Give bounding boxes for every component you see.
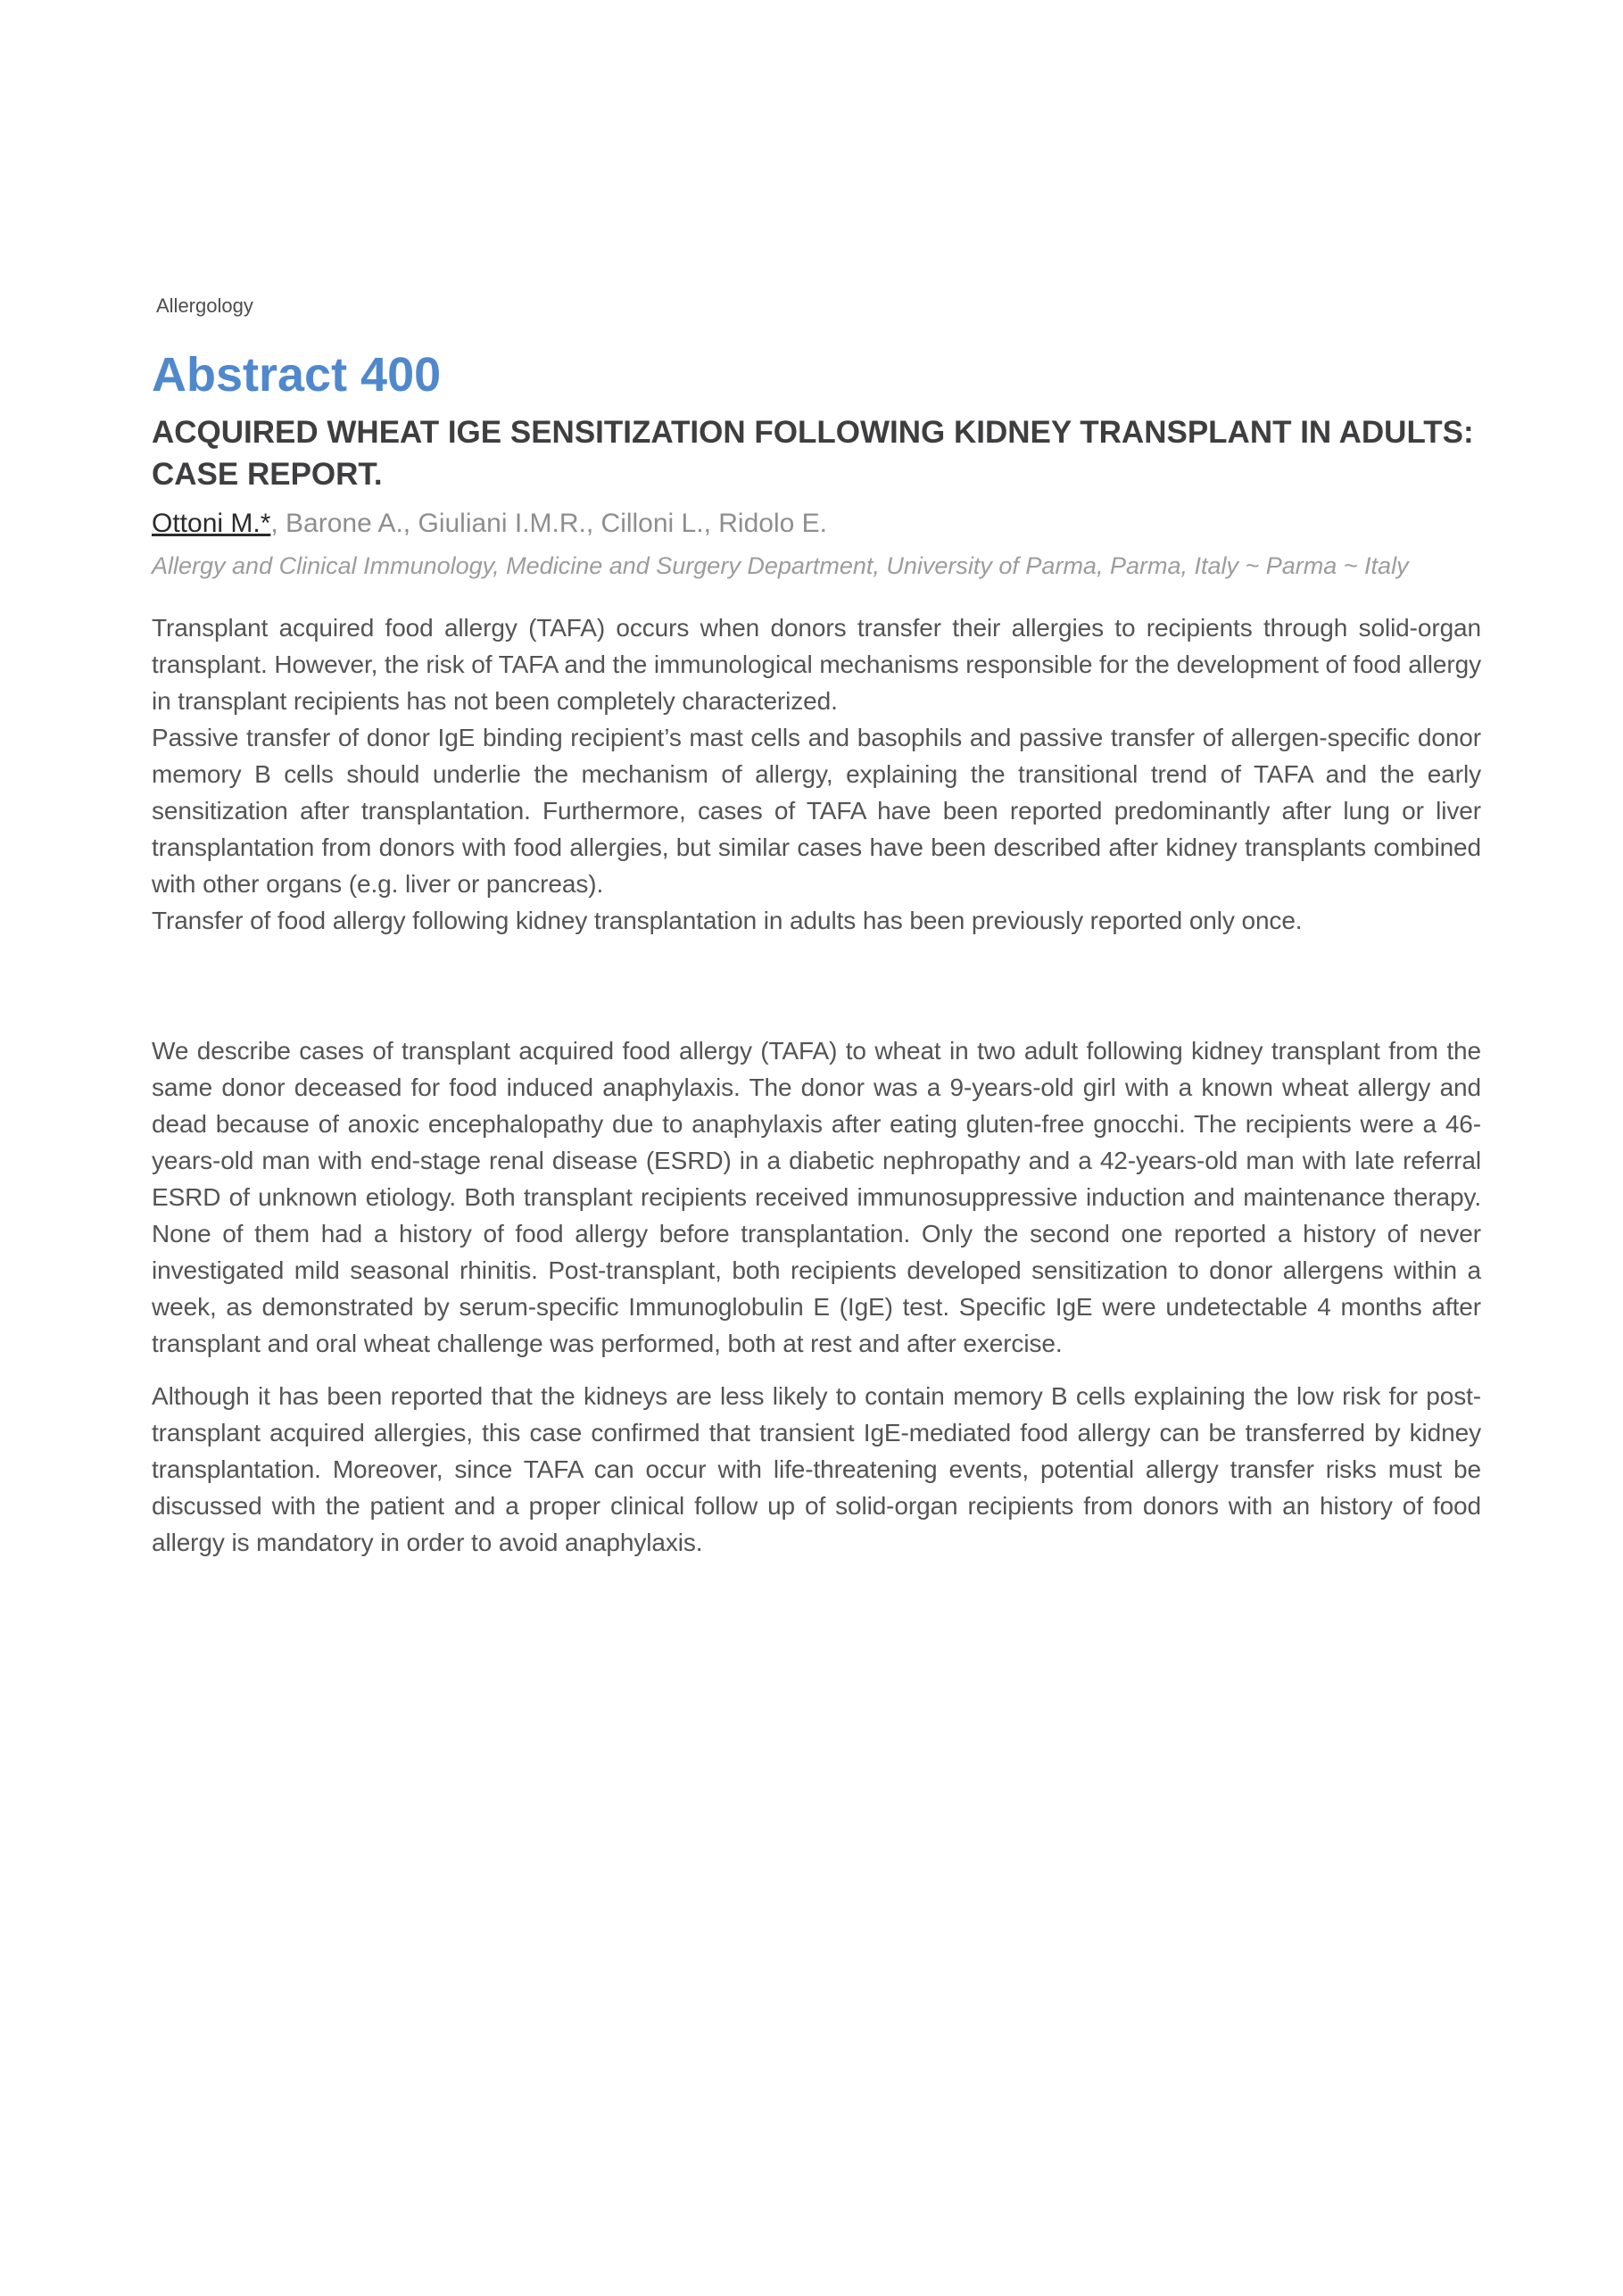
affiliation-line: Allergy and Clinical Immunology, Medicine and Surgery Department, University of Parma, Parma, Italy ~ Parma ~ Italy <box>152 552 1409 579</box>
authors-line <box>152 508 1481 539</box>
abstract-title-line-1: ACQUIRED WHEAT IGE SENSITIZATION FOLLOWING KIDNEY TRANSPLANT IN ADULTS: <box>152 415 1474 450</box>
presenting-author: Ottoni M.* <box>152 509 271 538</box>
coauthors: , Barone A., Giuliani I.M.R., Cilloni L., Ridolo E. <box>270 509 827 538</box>
abstract-paragraph-2: Passive transfer of donor IgE binding recipient’s mast cells and basophils and passive transfer of allergen-specific donor memory B cells should underlie the mechanism of allergy, explaining the transitional trend of TAFA and the early sensitization after transplantation. Furthermore, cases of TAFA have been reported predominantly after lung or liver transplantation from donors with food allergies, but similar cases have been described after kidney transplants combined with other organs (e.g. liver or pancreas). <box>152 724 1481 898</box>
abstract-paragraph-4: We describe cases of transplant acquired food allergy (TAFA) to wheat in two adult following kidney transplant from the same donor deceased for food induced anaphylaxis. The donor was a 9-years-old girl with a known wheat allergy and dead because of anoxic encephalopathy due to anaphylaxis after eating gluten-free gnocchi. The recipients were a 46-years-old man with end-stage renal disease (ESRD) in a diabetic nephropathy and a 42-years-old man with late referral ESRD of unknown etiology. Both transplant recipients received immunosuppressive induction and maintenance therapy. None of them had a history of food allergy before transplantation. Only the second one reported a history of never investigated mild seasonal rhinitis. Post-transplant, both recipients developed sensitization to donor allergens within a week, as demonstrated by serum-specific Immunoglobulin E (IgE) test. Specific IgE were undetectable 4 months after transplant and oral wheat challenge was performed, both at rest and after exercise. <box>152 1037 1481 1357</box>
category-label: Allergology <box>156 294 253 317</box>
abstract-paragraph-5: Although it has been reported that the kidneys are less likely to contain memory B cells explaining the low risk for post-transplant acquired allergies, this case confirmed that transient IgE-mediated food allergy can be transferred by kidney transplantation. Moreover, since TAFA can occur with life-threatening events, potential allergy transfer risks must be discussed with the patient and a proper clinical follow up of solid-organ recipients from donors with an history of food allergy is mandatory in order to avoid anaphylaxis. <box>152 1382 1481 1556</box>
abstract-title-line-2: CASE REPORT. <box>152 457 383 492</box>
abstract-body <box>152 609 1481 1561</box>
abstract-number-heading: Abstract 400 <box>152 348 442 402</box>
abstract-title <box>152 411 1481 495</box>
abstract-paragraph-1: Transplant acquired food allergy (TAFA) occurs when donors transfer their allergies to recipients through solid-organ transplant. However, the risk of TAFA and the immunological mechanisms responsible for the development of food allergy in transplant recipients has not been completely characterized. <box>152 614 1481 715</box>
abstract-paragraph-3: Transfer of food allergy following kidney transplantation in adults has been previously reported only once. <box>152 907 1303 934</box>
